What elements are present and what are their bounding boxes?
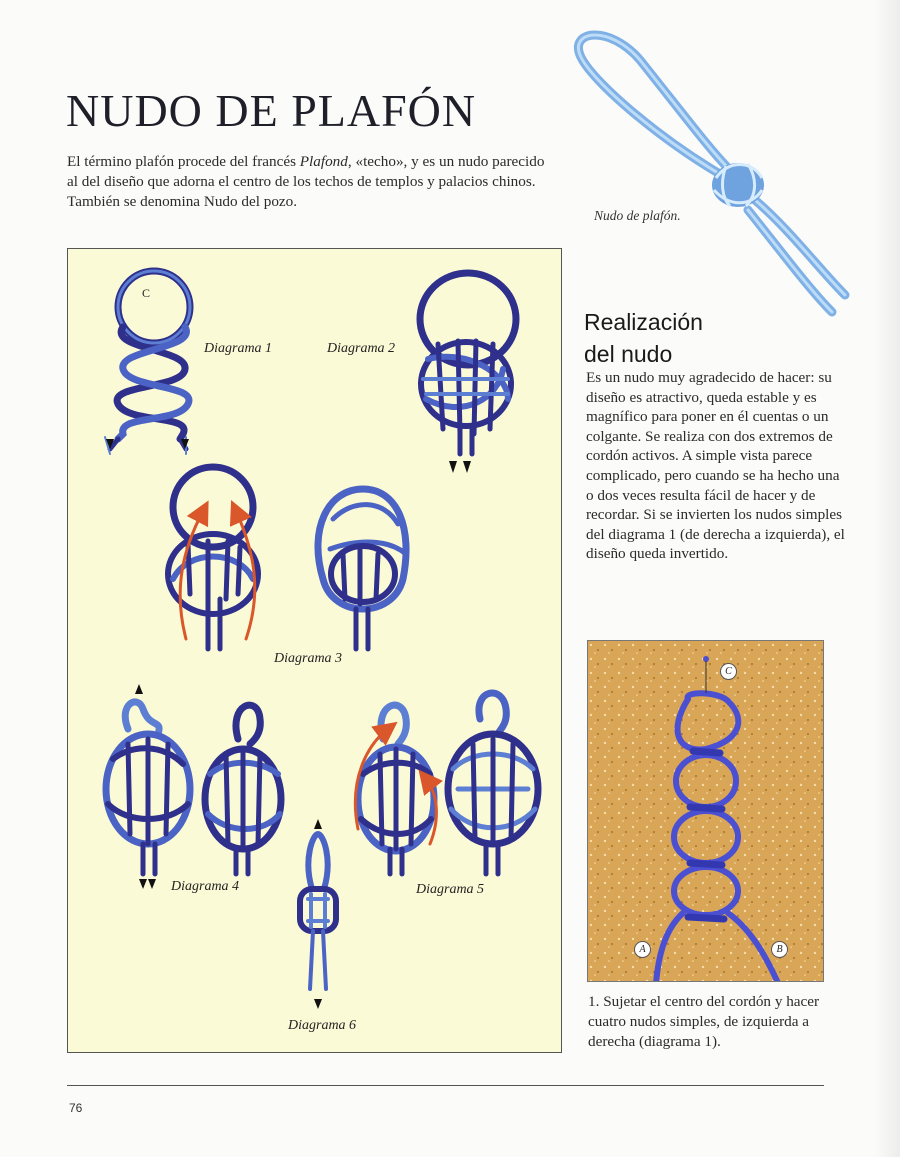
diagram-3b-drawing <box>318 489 406 649</box>
diagram-5-label: Diagrama 5 <box>416 882 485 897</box>
page-edge-shadow <box>874 0 900 1157</box>
diagram-4b-drawing <box>205 705 281 874</box>
footer-rule <box>67 1085 824 1086</box>
intro-italic-word: Plafond <box>299 153 348 170</box>
cork-board-drawing <box>588 641 824 982</box>
diagram-2-label: Diagrama 2 <box>327 341 396 356</box>
diagram-3a-drawing <box>168 467 258 649</box>
step-1-text: 1. Sujetar el centro del cordón y hacer cuatro nudos simples, de izquierda a derecha (diagrama 1). <box>588 993 820 1050</box>
photo-label-a: A <box>634 941 651 958</box>
cork-board-photo <box>587 640 824 982</box>
body-paragraph: Es un nudo muy agradecido de hacer: su diseño es atractivo, queda estable y es magnífico para poner en él cuentas o un colgante. Se realiza con dos extremos de cordón activos. A simple vista parece complicado, pero cuando se ha hecho una o dos veces resulta fácil de hacer y de recordar. Si se invierten los nudos simples del diagrama 1 (de derecha a izquierda), el diseño queda invertido. <box>586 369 845 563</box>
diagram-4a-drawing <box>106 702 190 874</box>
diagram-c-label: C <box>142 286 151 300</box>
photo-label-c: C <box>720 663 737 680</box>
diagram-4-label: Diagrama 4 <box>171 879 240 894</box>
diagram-2-drawing <box>420 273 516 454</box>
photo-caption: Nudo de plafón. <box>594 208 681 223</box>
diagram-5a-drawing <box>355 705 436 874</box>
knot-body <box>712 163 764 207</box>
section-heading-line-2: del nudo <box>584 341 673 367</box>
intro-text-start: El término plafón procede del francés <box>67 153 300 170</box>
intro-paragraph <box>67 152 557 212</box>
page-number: 76 <box>69 1101 83 1115</box>
section-heading <box>584 306 703 370</box>
page-title: NUDO DE PLAFÓN <box>66 85 477 136</box>
diagram-5b-drawing <box>448 693 538 874</box>
knot-photo <box>570 20 870 330</box>
diagram-3-label: Diagrama 3 <box>274 651 343 666</box>
diagram-6-label: Diagrama 6 <box>288 1018 357 1033</box>
diagram-1-label: Diagrama 1 <box>204 341 273 356</box>
intro-text-end: , «techo», y es un nudo parecido al del diseño que adorna el centro de los techos de templos y palacios chinos. También se denomina Nudo del pozo. <box>67 153 545 210</box>
diagram-6-drawing <box>300 834 336 989</box>
diagram-panel <box>67 248 562 1053</box>
photo-label-b: B <box>771 941 788 958</box>
section-heading-line-1: Realización <box>584 309 703 335</box>
